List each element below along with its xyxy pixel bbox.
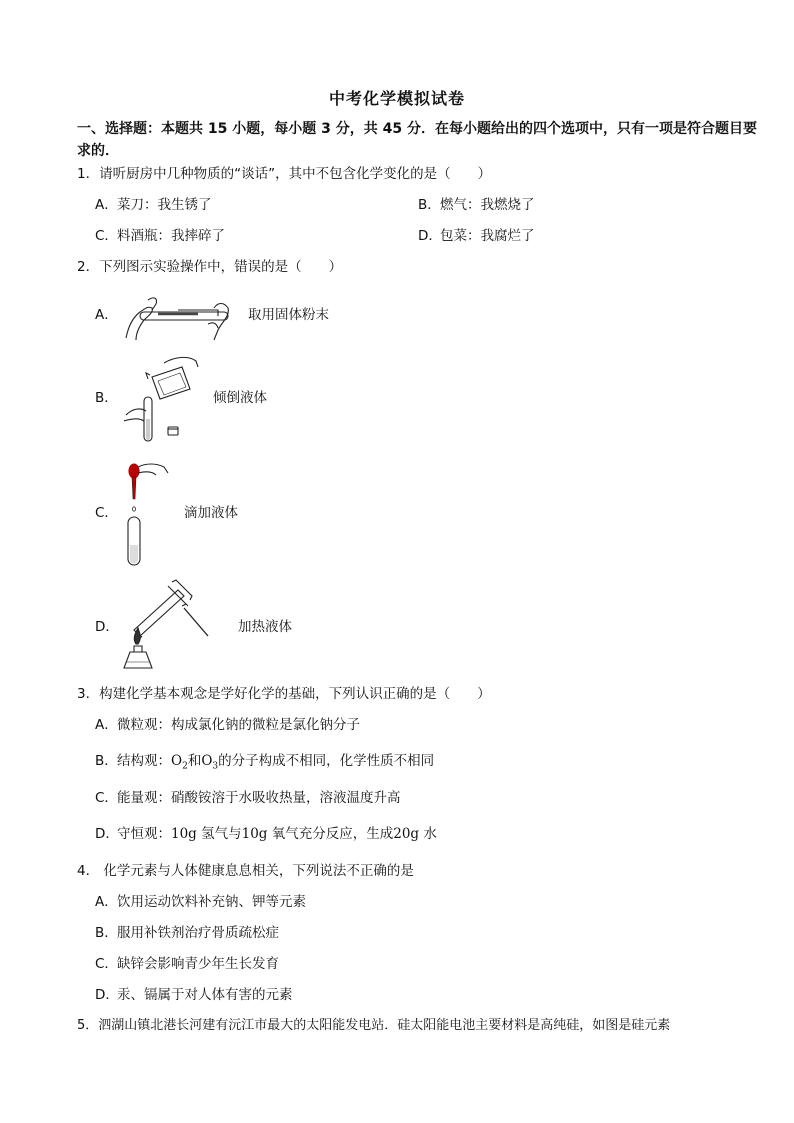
option-text-and: 和 — [187, 753, 202, 769]
option-text-part: 水 — [419, 826, 437, 842]
option-text: 料酒瓶：我摔碎了 — [117, 228, 225, 244]
formula-ozone: O — [201, 753, 213, 769]
option-letter: A． — [95, 717, 118, 733]
option-letter: B． — [95, 925, 118, 941]
option-letter: A． — [95, 894, 118, 910]
option-text: 缺锌会影响青少年生长发育 — [117, 956, 279, 972]
option-text: 微粒观：构成氯化钠的微粒是氯化钠分子 — [117, 717, 360, 733]
option-text: 服用补铁剂治疗骨质疏松症 — [117, 925, 279, 941]
option-text-prefix: 结构观： — [117, 753, 171, 769]
q2-option-c-caption: 滴加液体 — [184, 505, 238, 521]
option-letter: A． — [95, 197, 118, 213]
formula-subscript: 2 — [182, 761, 188, 772]
question-3-stem: 3．构建化学基本观念是学好化学的基础，下列认识正确的是（ ） — [77, 686, 491, 702]
section-heading: 一、选择题：本题共 15 小题，每小题 3 分，共 45 分．在每小题给出的四个选项中，只有一项是符合题目要求的． — [77, 121, 757, 159]
option-letter: D． — [418, 228, 442, 244]
q2-option-c-letter[interactable]: C． — [95, 505, 118, 521]
formula-subscript: 3 — [212, 761, 219, 772]
q4-option-c[interactable] — [95, 954, 279, 974]
q3-option-c[interactable] — [95, 788, 401, 808]
q1-option-a[interactable] — [95, 195, 212, 215]
pouring-liquid-illustration — [118, 355, 202, 445]
q1-option-d[interactable] — [418, 226, 535, 246]
q2-option-a-letter[interactable]: A． — [95, 307, 118, 323]
q3-option-b[interactable] — [95, 751, 434, 777]
question-5-stem: 5．泗湖山镇北港长河建有沅江市最大的太阳能发电站．硅太阳能电池主要材料是高纯硅，如图是硅元素 — [77, 1018, 671, 1033]
option-text: 燃气：我燃烧了 — [440, 197, 535, 213]
formula-oxygen: O — [171, 753, 183, 769]
option-text-part: 氢气与 — [196, 826, 242, 842]
q4-option-a[interactable] — [95, 892, 306, 912]
option-letter: B． — [95, 753, 118, 769]
option-text-suffix: 的分子构成不相同，化学性质不相同 — [218, 753, 435, 769]
option-text-part: 氧气充分反应，生成 — [267, 826, 394, 842]
question-2-stem: 2．下列图示实验操作中，错误的是（ ） — [77, 259, 343, 275]
q2-option-a-caption: 取用固体粉末 — [248, 307, 329, 323]
option-letter: C． — [95, 228, 118, 244]
page-title: 中考化学模拟试卷 — [328, 89, 465, 108]
option-text: 能量观：硝酸铵溶于水吸收热量，溶液温度升高 — [117, 790, 401, 806]
option-text-prefix: 守恒观： — [117, 826, 171, 842]
option-text: 饮用运动饮料补充钠、钾等元素 — [117, 894, 306, 910]
powder-test-tube-illustration — [118, 288, 238, 342]
q3-option-a[interactable] — [95, 715, 360, 735]
q1-option-b[interactable] — [418, 195, 535, 215]
q1-option-c[interactable] — [95, 226, 225, 246]
q2-option-b-letter[interactable]: B． — [95, 390, 118, 406]
option-text: 包菜：我腐烂了 — [440, 228, 535, 244]
q2-option-b-caption: 倾倒液体 — [213, 390, 267, 406]
q2-option-d-caption: 加热液体 — [238, 619, 292, 635]
mass-value: 10g — [171, 826, 197, 842]
option-letter: C． — [95, 790, 118, 806]
question-1-stem: 1．请听厨房中几种物质的“谈话”，其中不包含化学变化的是（ ） — [77, 166, 492, 182]
mass-value: 20g — [393, 826, 420, 842]
question-4-stem: 4． 化学元素与人体健康息息相关，下列说法不正确的是 — [77, 863, 414, 879]
mass-value: 10g — [241, 826, 268, 842]
option-text: 菜刀：我生锈了 — [117, 197, 212, 213]
dropper-illustration — [118, 455, 174, 569]
q4-option-b[interactable] — [95, 923, 279, 943]
option-letter: B． — [418, 197, 441, 213]
q2-option-d-letter[interactable]: D． — [95, 619, 119, 635]
q4-option-d[interactable] — [95, 985, 293, 1005]
option-letter: D． — [95, 826, 119, 842]
option-text: 汞、镉属于对人体有害的元素 — [117, 987, 293, 1003]
heating-liquid-illustration — [112, 578, 212, 672]
q3-option-d[interactable] — [95, 824, 437, 844]
option-letter: D． — [95, 987, 119, 1003]
option-letter: C． — [95, 956, 118, 972]
